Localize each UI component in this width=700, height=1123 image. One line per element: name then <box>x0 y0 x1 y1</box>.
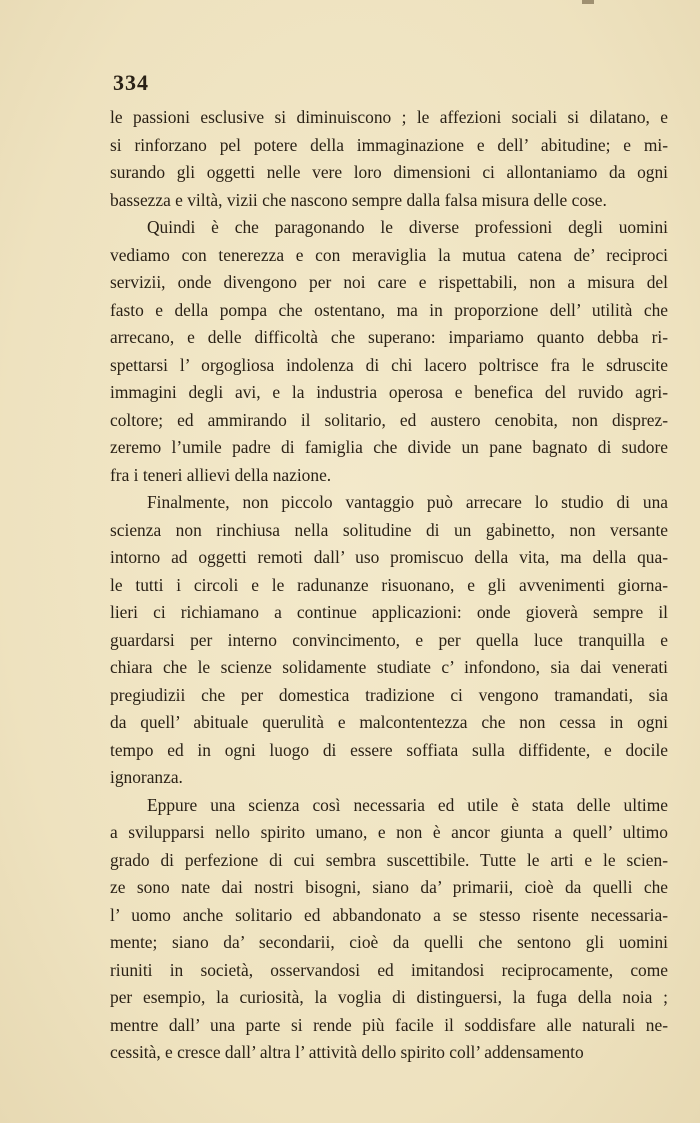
text-line: fasto e della pompa che ostentano, ma in proporzione dell’ utilità che <box>110 299 668 320</box>
text-line: Finalmente, non piccolo vantaggio può arrecare lo studio di una <box>147 492 668 512</box>
text-line: Eppure una scienza così necessaria ed utile è stata delle ultime <box>147 794 668 815</box>
text-line: immagini degli avi, e la industria operosa e benefica del ruvido agri- <box>110 382 668 402</box>
body-text <box>110 104 668 1067</box>
text-line: si rinforzano pel potere della immaginazione e dell’ abitudine; e mi- <box>110 134 668 155</box>
paragraph <box>110 489 668 792</box>
text-line: surando gli oggetti nelle vere loro dimensioni ci allontaniamo da ogni <box>110 162 668 182</box>
text-line: intorno ad oggetti remoti dall’ uso promiscuo della vita, ma della qua- <box>110 547 668 567</box>
text-line: spettarsi l’ orgogliosa indolenza di chi lacero poltrisce fra le sdruscite <box>110 354 668 375</box>
paragraph <box>110 792 668 1067</box>
text-line: lieri ci richiamano a continue applicazioni: onde gioverà sempre il <box>110 602 668 622</box>
text-line: le passioni esclusive si diminuiscono ; le affezioni sociali si dilatano, e <box>110 107 668 127</box>
text-line: per esempio, la curiosità, la voglia di distinguersi, la fuga della noia ; <box>110 987 668 1007</box>
text-line: grado di perfezione di cui sembra suscettibile. Tutte le arti e le scien- <box>110 849 668 870</box>
text-line: mentre dall’ una parte si rende più facile il soddisfare alle naturali ne- <box>110 1014 668 1035</box>
text-line: vediamo con tenerezza e con meraviglia la mutua catena de’ reciproci <box>110 244 668 265</box>
page-mark <box>582 0 594 4</box>
text-line: l’ uomo anche solitario ed abbandonato a se stesso risente necessaria- <box>110 904 668 925</box>
text-line: chiara che le scienze solidamente studiate c’ infondono, sia dai venerati <box>110 657 668 677</box>
text-line: cessità, e cresce dall’ altra l’ attività dello spirito coll’ addensamento <box>110 1042 584 1062</box>
text-line: Quindi è che paragonando le diverse professioni degli uomini <box>147 217 668 237</box>
text-line: le tutti i circoli e le radunanze risuonano, e gli avvenimenti giorna- <box>110 574 668 595</box>
text-line: ignoranza. <box>110 767 183 787</box>
text-line: da quell’ abituale querulità e malcontentezza che non cessa in ogni <box>110 712 668 732</box>
paragraph <box>110 104 668 214</box>
text-line: scienza non rinchiusa nella solitudine di un gabinetto, non versante <box>110 519 668 540</box>
text-line: zeremo l’umile padre di famiglia che divide un pane bagnato di sudore <box>110 437 668 457</box>
text-line: coltore; ed ammirando il solitario, ed austero cenobita, non disprez- <box>110 409 668 430</box>
text-line: guardarsi per interno convincimento, e per quella luce tranquilla e <box>110 629 668 650</box>
text-line: mente; siano da’ secondarii, cioè da quelli che sentono gli uomini <box>110 932 668 952</box>
text-line: a svilupparsi nello spirito umano, e non è ancor giunta a quell’ ultimo <box>110 822 668 842</box>
text-line: ze sono nate dai nostri bisogni, siano da’ primarii, cioè da quelli che <box>110 877 668 897</box>
text-line: riuniti in società, osservandosi ed imitandosi reciprocamente, come <box>110 959 668 980</box>
paragraph <box>110 214 668 489</box>
text-line: bassezza e viltà, vizii che nascono sempre dalla falsa misura delle cose. <box>110 189 607 210</box>
text-line: arrecano, e delle difficoltà che superano: impariamo quanto debba ri- <box>110 327 668 347</box>
page-number: 334 <box>113 70 149 95</box>
text-line: tempo ed in ogni luogo di essere soffiata sulla diffidente, e docile <box>110 739 668 760</box>
text-line: fra i teneri allievi della nazione. <box>110 464 332 485</box>
text-line: pregiudizii che per domestica tradizione ci vengono tramandati, sia <box>110 684 668 705</box>
text-line: servizii, onde divengono per noi care e rispettabili, non a misura del <box>110 272 668 292</box>
